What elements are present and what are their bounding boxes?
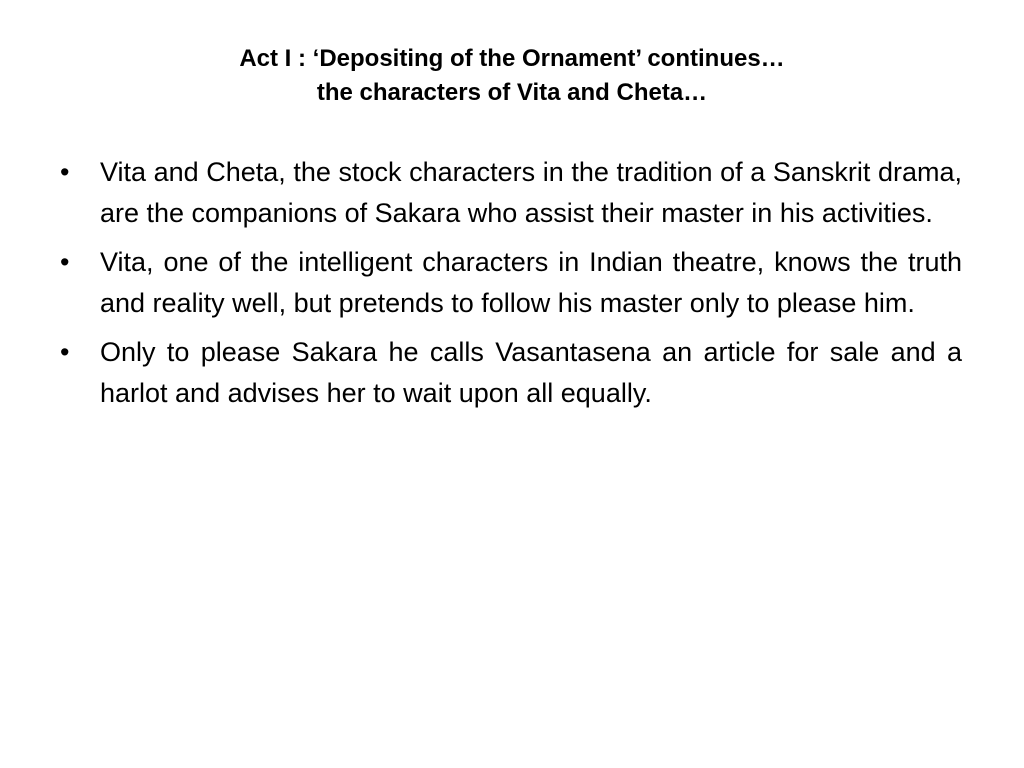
bullet-icon: •	[60, 157, 70, 187]
title-line-1: Act I : ‘Depositing of the Ornament’ continues…	[239, 45, 785, 72]
slide-title	[60, 42, 964, 110]
bullet-text-2: Vita, one of the intelligent characters in Indian theatre, knows the truth and reality well, but pretends to follow his master only to please him.	[100, 247, 962, 318]
bullet-item-2	[60, 242, 962, 324]
title-line-2: the characters of Vita and Cheta…	[316, 79, 708, 106]
bullet-list	[60, 152, 962, 422]
bullet-icon: •	[60, 337, 70, 367]
bullet-icon: •	[60, 247, 70, 277]
bullet-text-1: Vita and Cheta, the stock characters in the tradition of a Sanskrit drama, are the companions of Sakara who assist their master in his activities.	[100, 157, 962, 228]
bullet-item-3	[60, 332, 962, 414]
bullet-text-3: Only to please Sakara he calls Vasantasena an article for sale and a harlot and advises her to wait upon all equally.	[100, 337, 962, 408]
bullet-item-1	[60, 152, 962, 234]
